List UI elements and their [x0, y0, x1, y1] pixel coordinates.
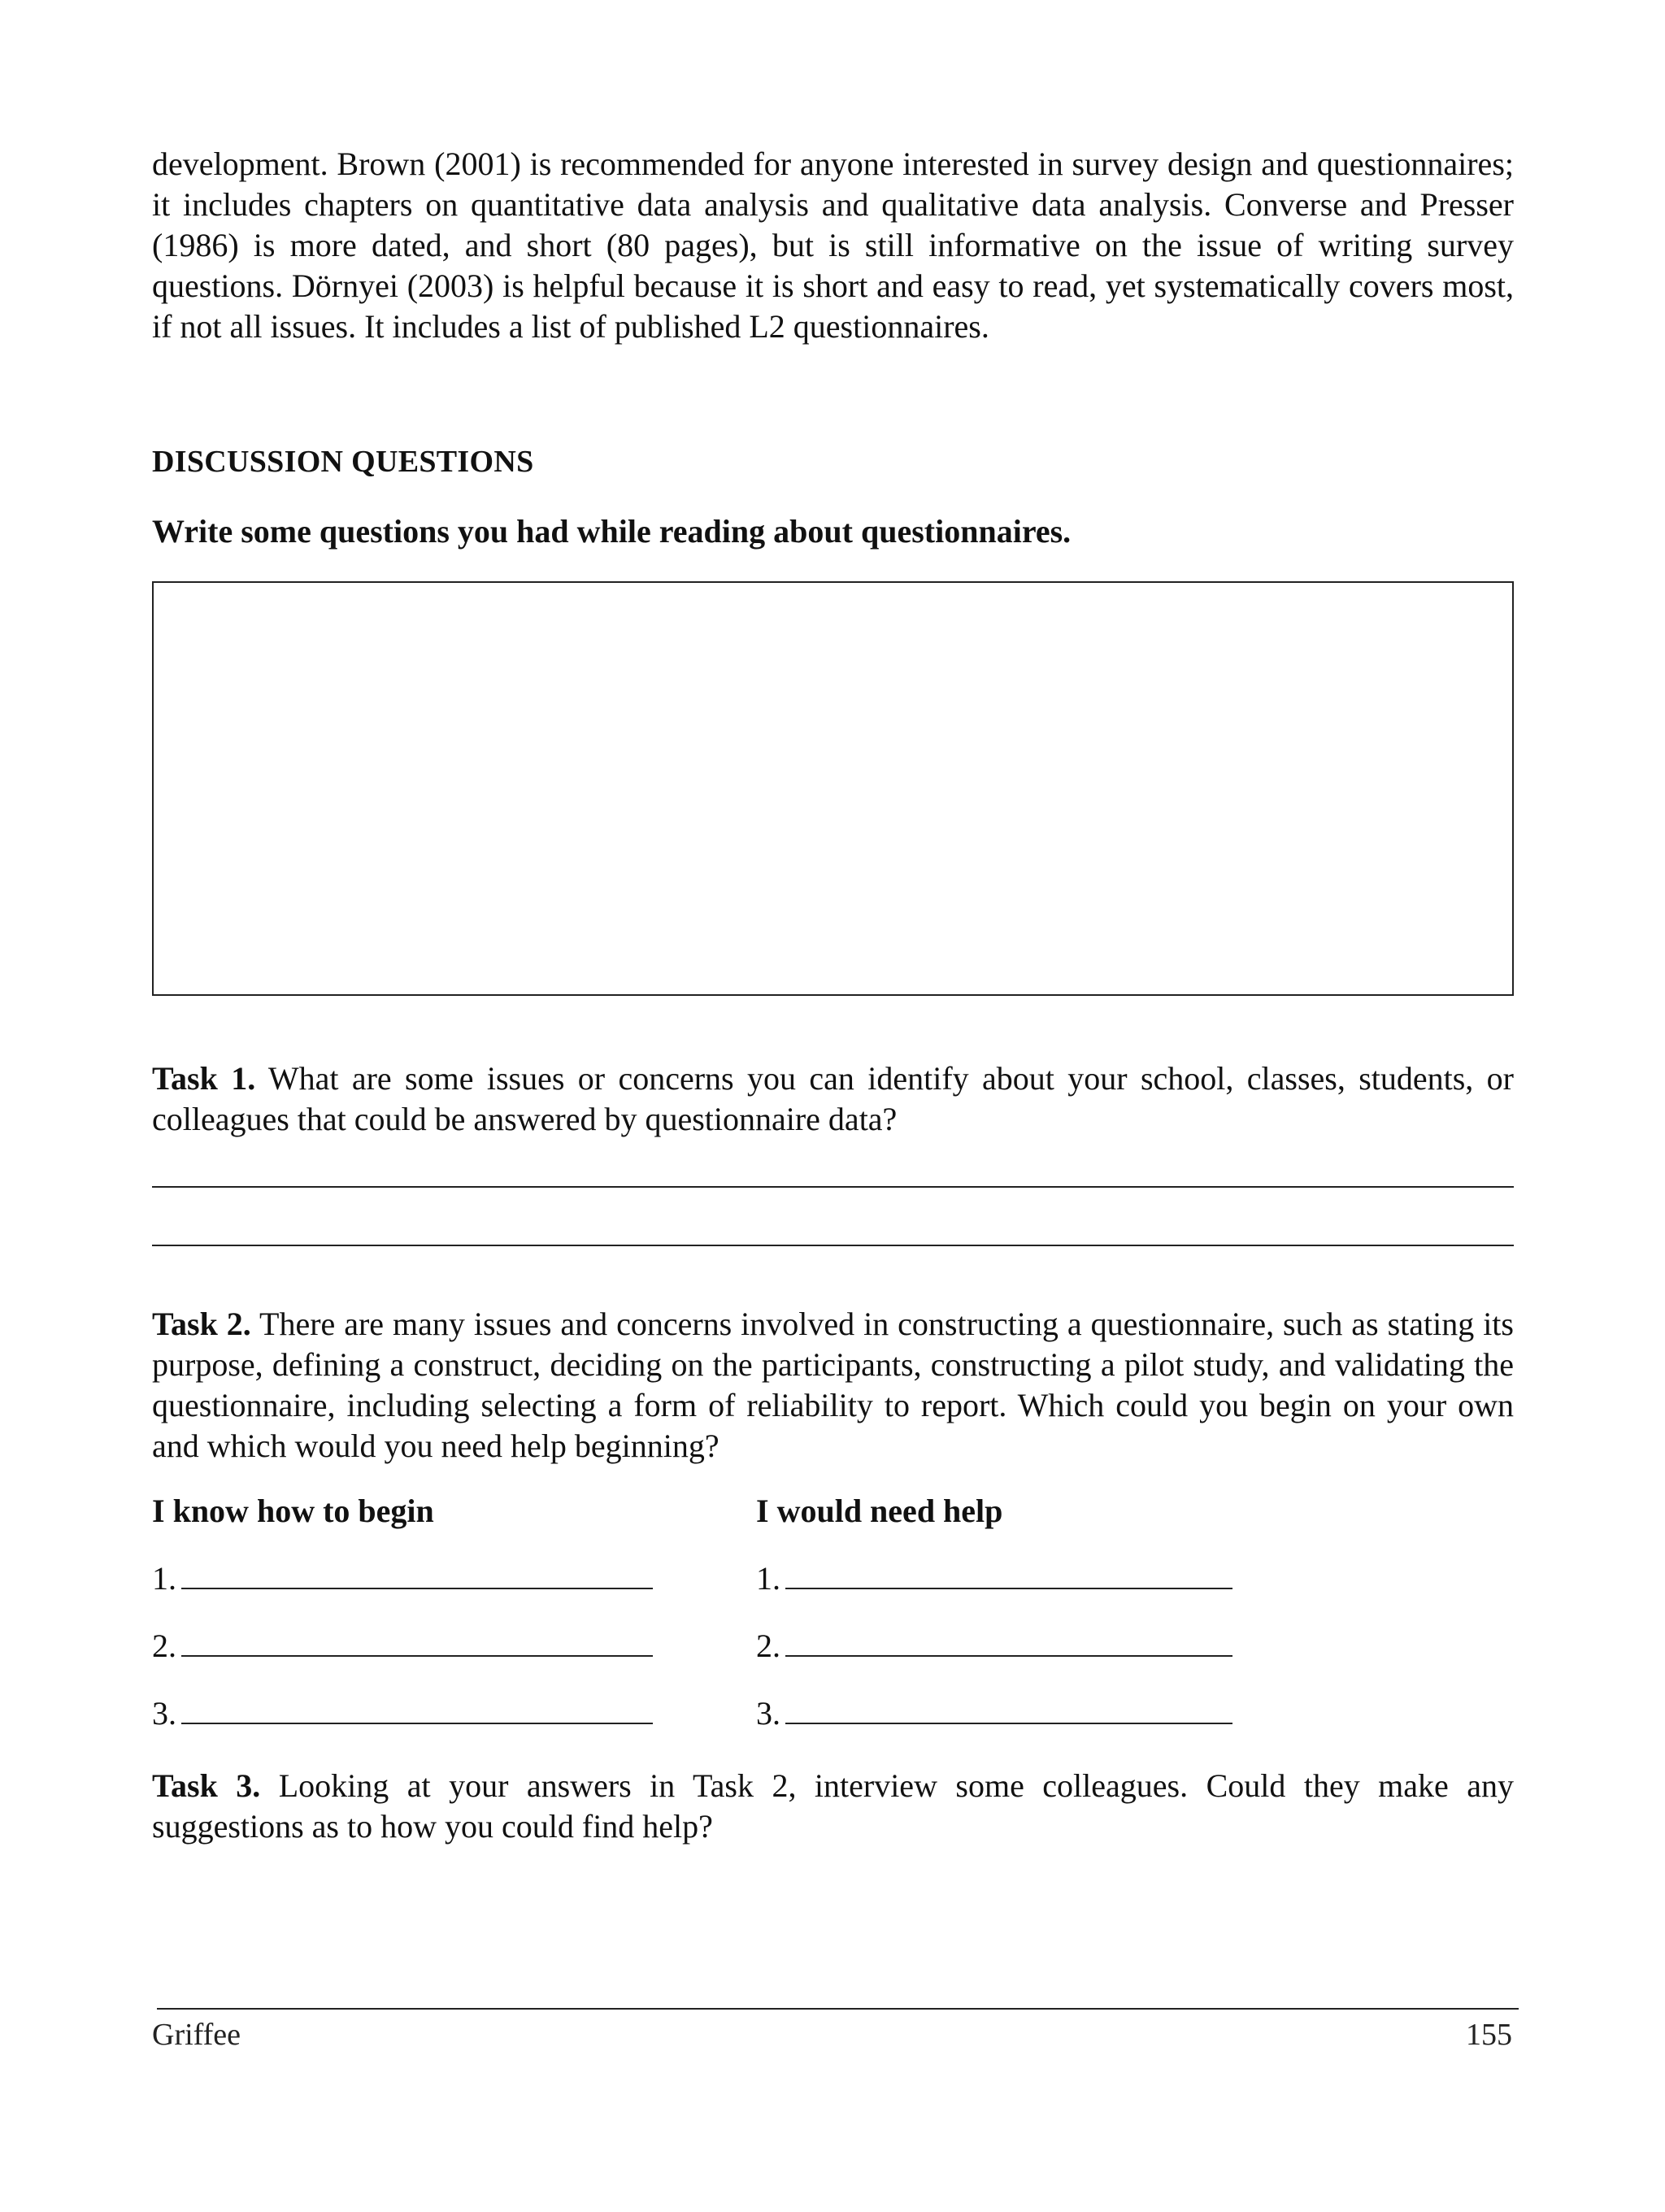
task-1-paragraph	[152, 1058, 1514, 1140]
need-help-item-3	[756, 1693, 1232, 1734]
need-help-blank-3[interactable]	[785, 1693, 1232, 1724]
need-help-heading: I would need help	[756, 1493, 1003, 1529]
discussion-heading: DISCUSSION QUESTIONS	[152, 445, 534, 479]
footer-divider	[157, 2008, 1519, 2010]
task-2-label: Task 2.	[152, 1306, 251, 1342]
task-1-label: Task 1.	[152, 1060, 256, 1097]
need-help-blank-2[interactable]	[785, 1626, 1232, 1657]
questions-answer-box[interactable]	[152, 581, 1514, 996]
task-2-paragraph	[152, 1304, 1514, 1467]
task-1-answer-line-2[interactable]	[152, 1245, 1514, 1246]
know-how-item-2	[152, 1626, 653, 1667]
page-number: 155	[1466, 2018, 1512, 2052]
need-help-blank-1[interactable]	[785, 1558, 1232, 1589]
item-number: 1.	[756, 1560, 780, 1597]
task-2-text: There are many issues and concerns involved in constructing a questionnaire, such as stating its purpose, defining a construct, deciding on the participants, constructing a pilot study, and validating the questionnaire, including selecting a form of reliability to report. Which could you begin on your own and which would you need help beginning?	[152, 1306, 1514, 1464]
task-1-answer-line-1[interactable]	[152, 1186, 1514, 1188]
know-how-blank-3[interactable]	[181, 1693, 653, 1724]
know-how-item-3	[152, 1693, 653, 1734]
item-number: 2.	[756, 1627, 780, 1664]
know-how-blank-2[interactable]	[181, 1626, 653, 1657]
need-help-item-2	[756, 1626, 1232, 1667]
item-number: 2.	[152, 1627, 176, 1664]
intro-paragraph: development. Brown (2001) is recommended for anyone interested in survey design and questionnaires; it includes chapters on quantitative data analysis and qualitative data analysis. Converse and Presser (1986) is more dated, and short (80 pages), but is still informative on the issue of writing survey questions. Dörnyei (2003) is helpful because it is short and easy to read, yet systematically covers most, if not all issues. It includes a list of published L2 questionnaires.	[152, 146, 1514, 345]
discussion-prompt: Write some questions you had while reading about questionnaires.	[152, 513, 1072, 550]
item-number: 3.	[756, 1695, 780, 1732]
task-3-paragraph	[152, 1766, 1514, 1847]
task-3-label: Task 3.	[152, 1767, 261, 1804]
need-help-item-1	[756, 1558, 1232, 1599]
task-3-text: Looking at your answers in Task 2, interview some colleagues. Could they make any suggestions as to how you could find help?	[152, 1767, 1514, 1845]
know-how-heading: I know how to begin	[152, 1493, 434, 1529]
item-number: 3.	[152, 1695, 176, 1732]
task-1-text: What are some issues or concerns you can identify about your school, classes, students, or colleagues that could be answered by questionnaire data?	[152, 1060, 1515, 1137]
know-how-item-1	[152, 1558, 653, 1599]
item-number: 1.	[152, 1560, 176, 1597]
footer-author: Griffee	[152, 2018, 241, 2052]
know-how-blank-1[interactable]	[181, 1558, 653, 1589]
